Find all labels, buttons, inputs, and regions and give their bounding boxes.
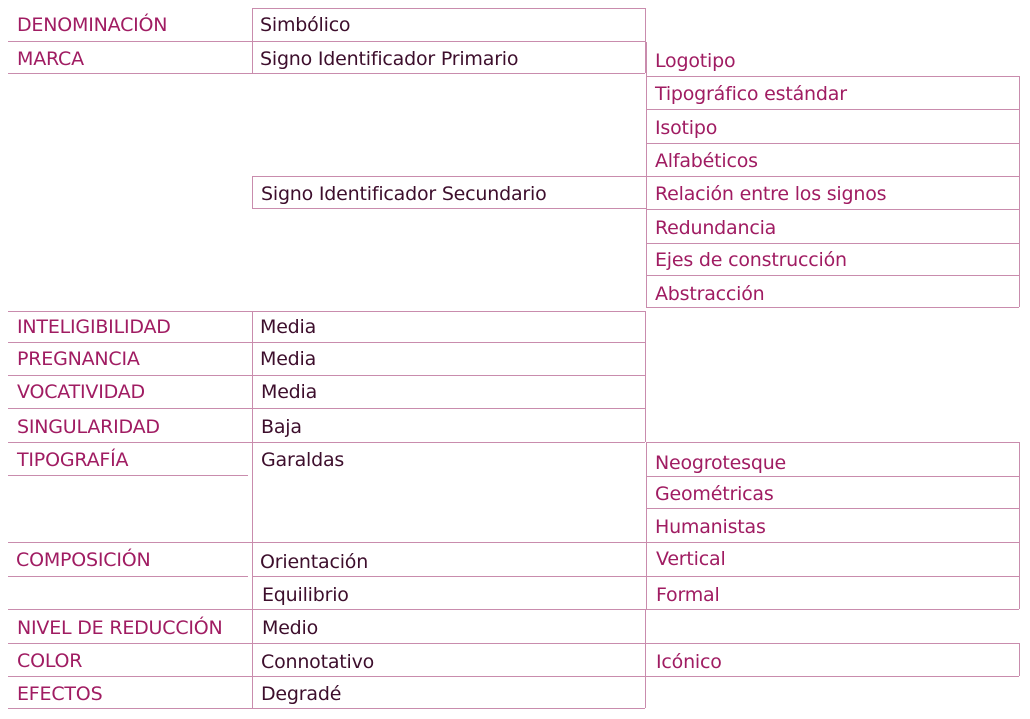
rule-logotipo-bottom	[646, 76, 1019, 77]
marca-secundario-item: Redundancia	[655, 217, 777, 239]
rule-tipografia-sub-left	[646, 442, 647, 542]
rule-vocatividad-bottom	[8, 408, 645, 409]
denominacion-value: Simbólico	[260, 14, 351, 36]
marca-primario-item: Tipográfico estándar	[655, 83, 847, 105]
rule-pregnancia-bottom	[8, 375, 645, 376]
rule-relacion-bottom	[646, 209, 1019, 210]
rule-marca-sub-left	[646, 42, 647, 307]
rule-neogrotesque-top	[646, 442, 1019, 443]
equilibrio-value: Formal	[656, 584, 720, 606]
composicion-label: COMPOSICIÓN	[16, 549, 151, 571]
marca-secundario-item: Ejes de construcción	[655, 249, 847, 271]
equilibrio-label: Equilibrio	[262, 584, 349, 606]
efectos-value: Degradé	[261, 683, 342, 705]
inteligibilidad-value: Media	[260, 316, 317, 338]
marca-secundario-item: Abstracción	[655, 283, 765, 305]
rule-color-bottom	[8, 676, 1019, 677]
rule-col1-top	[252, 8, 253, 73]
rule-marca-sub-right	[1019, 76, 1020, 307]
rule-geometricas-bottom	[646, 508, 1019, 509]
singularidad-value: Baja	[261, 416, 302, 438]
rule-nivel-bottom	[8, 643, 645, 644]
marca-primario-label: Signo Identificador Primario	[260, 48, 519, 70]
efectos-label: EFECTOS	[17, 683, 103, 705]
rule-tipografia-sub-right	[1019, 442, 1020, 542]
pregnancia-value: Media	[260, 348, 317, 370]
color-sub-value: Icónico	[656, 651, 722, 673]
rule-denominacion-top	[252, 8, 645, 9]
vocatividad-value: Media	[261, 381, 318, 403]
denominacion-label: DENOMINACIÓN	[17, 14, 168, 36]
tipografia-item: Geométricas	[655, 483, 774, 505]
marca-primario-item: Alfabéticos	[655, 150, 758, 172]
marca-primario-item: Logotipo	[655, 50, 736, 72]
rule-bottom-col1	[252, 609, 253, 708]
rule-bottom-col2	[645, 609, 646, 708]
rule-inteligibilidad-bottom	[8, 342, 645, 343]
rule-marca-bottom	[8, 73, 645, 74]
color-value: Connotativo	[261, 651, 375, 673]
rule-redundancia-bottom	[646, 243, 1019, 244]
singularidad-label: SINGULARIDAD	[17, 416, 160, 438]
rule-composicion-top	[8, 542, 1019, 543]
color-label: COLOR	[17, 650, 83, 672]
tipografia-item: Neogrotesque	[655, 452, 787, 474]
rule-neogrotesque-bottom	[646, 476, 1019, 477]
rule-inteligibilidad-top	[8, 311, 645, 312]
marca-label: MARCA	[17, 48, 84, 70]
marca-secundario-label: Signo Identificador Secundario	[261, 183, 547, 205]
rule-secundario-top	[252, 176, 646, 177]
tipografia-label: TIPOGRAFÍA	[17, 449, 129, 471]
rule-composicion-right	[1019, 542, 1020, 609]
rule-composicion-col1	[252, 542, 253, 609]
orientacion-label: Orientación	[260, 551, 369, 573]
marca-primario-item: Isotipo	[655, 117, 718, 139]
rule-denominacion-bottom	[8, 41, 645, 42]
rule-color-right-top	[646, 643, 1019, 644]
rule-secundario-bottom	[252, 208, 646, 209]
rule-tipografia-col1	[252, 442, 253, 542]
inteligibilidad-label: INTELIGIBILIDAD	[17, 316, 171, 338]
rule-abstraccion-bottom	[646, 307, 1019, 308]
rule-composicion-col2	[646, 542, 647, 609]
rule-orientacion-bottom-right	[252, 576, 1019, 577]
rule-orientacion-bottom	[8, 576, 248, 577]
rule-equilibrio-bottom	[8, 609, 1019, 610]
pregnancia-label: PREGNANCIA	[17, 348, 140, 370]
tipografia-item: Humanistas	[655, 516, 766, 538]
nivel-reduccion-label: NIVEL DE REDUCCIÓN	[17, 617, 223, 639]
rule-tipografia-bottom	[8, 475, 248, 476]
vocatividad-label: VOCATIVIDAD	[17, 381, 145, 403]
nivel-reduccion-value: Medio	[262, 617, 319, 639]
rule-secundario-left	[252, 176, 253, 208]
rule-singularidad-bottom	[8, 442, 645, 443]
marca-secundario-item: Relación entre los signos	[655, 183, 887, 205]
rule-color-right	[1019, 643, 1020, 676]
tipografia-value: Garaldas	[261, 449, 345, 471]
rule-ejes-bottom	[646, 275, 1019, 276]
rule-efectos-bottom	[8, 708, 645, 709]
rule-tipografico-bottom	[646, 109, 1019, 110]
rule-alfabeticos-bottom	[646, 176, 1019, 177]
rule-isotipo-bottom	[646, 143, 1019, 144]
rule-ratings-col2	[645, 311, 646, 442]
orientacion-value: Vertical	[656, 548, 726, 570]
